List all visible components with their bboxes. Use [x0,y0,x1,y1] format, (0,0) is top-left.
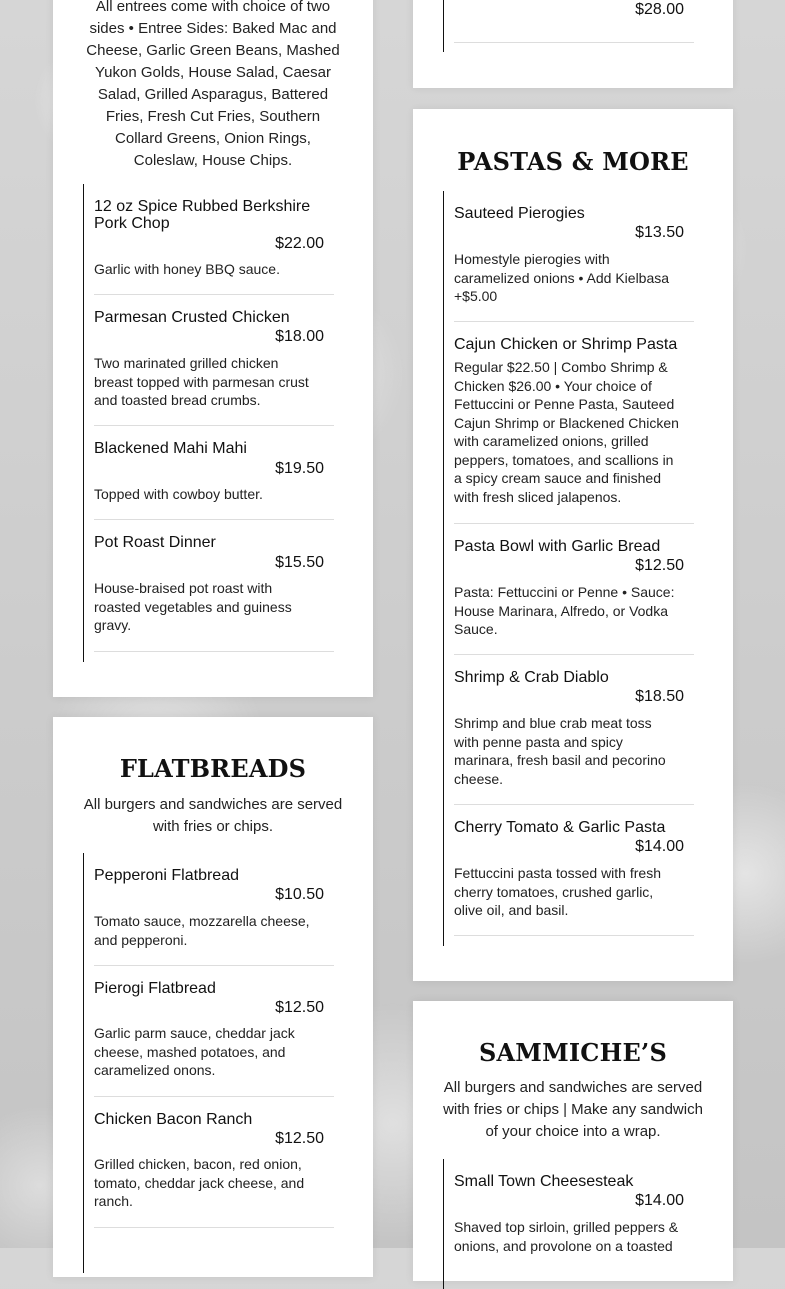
section-description: All burgers and sandwiches are served with fries or chips | Make any sandwich of your choice into a wrap. [443,1079,703,1140]
menu-item[interactable] [94,853,334,966]
item-price: $19.50 [275,460,324,477]
item-description: Garlic parm sauce, cheddar jack cheese, mashed potatoes, and caramelized onons. [94,1025,295,1078]
entrees-card [53,0,373,697]
menu-item[interactable] [94,519,334,652]
item-name: Shrimp & Crab Diablo [454,669,609,686]
item-name: Chicken Bacon Ranch [94,1111,253,1128]
entrees-item-list [83,184,343,662]
item-name: Blackened Mahi Mahi [94,440,247,457]
item-description: Fettuccini pasta tossed with fresh cherry tomatoes, crushed garlic, olive oil, and basil. [454,865,661,918]
item-price: $22.00 [275,235,324,252]
menu-item[interactable] [454,1159,694,1289]
pastas-card [413,109,733,981]
menu-item[interactable] [94,965,334,1097]
item-price: $13.50 [635,224,684,241]
item-name: Pierogi Flatbread [94,980,216,997]
item-description: Garlic with honey BBQ sauce. [94,261,280,277]
item-price: $28.00 [635,1,684,18]
item-description: Shaved top sirloin, grilled peppers & onions, and provolone on a toasted [454,1219,679,1254]
item-description: Two marinated grilled chicken breast topped with parmesan crust and toasted bread crumbs. [94,355,309,408]
item-description: Homestyle pierogies with caramelized onions • Add Kielbasa +$5.00 [454,251,670,304]
menu-item[interactable] [454,804,694,936]
item-price: $15.50 [275,554,324,571]
flatbreads-item-list [83,853,343,1273]
menu-item[interactable] [454,191,694,322]
item-description: Regular $22.50 | Combo Shrimp & Chicken $26.00 • Your choice of Fettuccini or Penne Pasta, Sauteed Cajun Shrimp or Blackened Chicken with caramelized onions, grilled peppers, tomatoes, and scallions in a spicy cream sauce and finished with fresh sliced jalapenos. [454,359,679,505]
flatbreads-card [53,717,373,1277]
item-price: $18.00 [275,328,324,345]
item-description: Grilled chicken, bacon, red onion, tomato, cheddar jack cheese, and ranch. [94,1156,305,1209]
item-name: Cajun Chicken or Shrimp Pasta [454,336,678,353]
item-price: $12.50 [275,999,324,1016]
item-description: Tomato sauce, mozzarella cheese, and pepperoni. [94,913,310,948]
section-title: PASTAS & MORE [457,147,689,176]
item-name: Pot Roast Dinner [94,534,216,551]
item-price: $10.50 [275,886,324,903]
menu-item[interactable] [94,425,334,520]
menu-item[interactable] [454,523,694,655]
entrees-description: All entrees come with choice of two sides • Entree Sides: Baked Mac and Cheese, Garlic Green Beans, Mashed Yukon Golds, House Salad, Caesar Salad, Grilled Asparagus, Battered Fries, Fresh Cut Fries, Southern Collard Greens, Onion Rings, Coleslaw, House Chips. [86,0,340,169]
item-name: Pepperoni Flatbread [94,867,239,884]
item-name: 12 oz Spice Rubbed Berkshire Pork Chop [94,198,311,232]
item-name: Sauteed Pierogies [454,205,585,222]
pastas-item-list [443,191,703,946]
item-description: Shrimp and blue crab meat toss with penne pasta and spicy marinara, fresh basil and pecorino cheese. [454,715,666,787]
item-price: $18.50 [635,688,684,705]
menu-item[interactable] [94,1096,334,1228]
menu-item[interactable] [454,0,694,43]
item-description: Topped with cowboy butter. [94,486,263,502]
item-price: $12.50 [275,1130,324,1147]
sammiches-card [413,1001,733,1281]
menu-item[interactable] [94,294,334,426]
previous-section-item-list [443,0,703,52]
item-name: Pasta Bowl with Garlic Bread [454,538,661,555]
item-price: $14.00 [635,838,684,855]
section-description: All burgers and sandwiches are served with fries or chips. [83,796,343,835]
item-price: $14.00 [635,1192,684,1209]
menu-item[interactable] [454,654,694,805]
menu-item[interactable] [94,184,334,295]
previous-section-card [413,0,733,88]
item-name: Cherry Tomato & Garlic Pasta [454,819,666,836]
section-title: FLATBREADS [119,754,307,783]
item-name: Small Town Cheesesteak [454,1173,634,1190]
sammiches-item-list [443,1159,703,1289]
section-title: SAMMICHE’S [478,1038,668,1067]
item-price: $12.50 [635,557,684,574]
item-description: House-braised pot roast with roasted vegetables and guiness gravy. [94,580,292,633]
item-name: Parmesan Crusted Chicken [94,309,290,326]
menu-item[interactable] [454,321,694,524]
item-description: Pasta: Fettuccini or Penne • Sauce: House Marinara, Alfredo, or Vodka Sauce. [454,584,675,637]
